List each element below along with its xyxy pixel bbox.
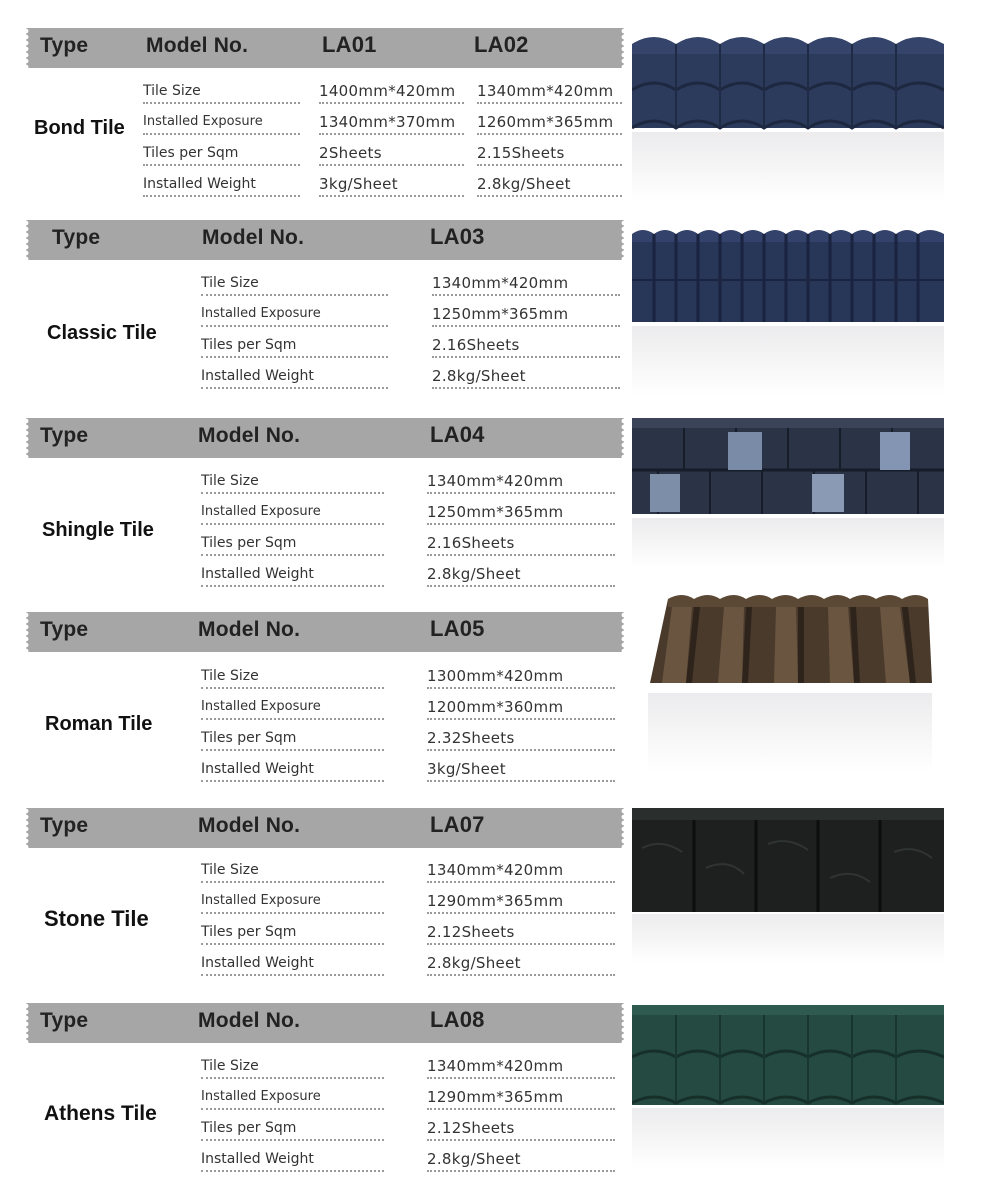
spec-label: Installed Exposure xyxy=(201,303,388,327)
spec-row xyxy=(0,952,630,983)
spec-label: Installed Weight xyxy=(201,758,384,782)
stone-tile-photo xyxy=(632,808,944,912)
spec-header xyxy=(26,808,624,848)
spec-value: 2.32Sheets xyxy=(427,727,615,751)
spec-label: Installed Exposure xyxy=(201,501,384,525)
model-no-label: Model No. xyxy=(198,814,301,837)
spec-label: Installed Weight xyxy=(201,563,384,587)
model-no-label: Model No. xyxy=(198,1009,301,1032)
spec-value: 1290mm*365mm xyxy=(427,1086,615,1110)
photo-reflection xyxy=(648,693,932,773)
type-label: Type xyxy=(40,618,89,641)
spec-label: Tiles per Sqm xyxy=(201,1117,384,1141)
photo-reflection xyxy=(632,518,944,568)
spec-label: Installed Exposure xyxy=(201,890,384,914)
spec-label: Tile Size xyxy=(201,272,388,296)
spec-value: 1400mm*420mm xyxy=(319,80,464,104)
tile-name: Shingle Tile xyxy=(42,519,154,541)
spec-value: 1340mm*420mm xyxy=(477,80,622,104)
spec-header xyxy=(26,612,624,652)
spec-header xyxy=(26,1003,624,1043)
model-no-label: Model No. xyxy=(198,618,301,641)
spec-value: 2.8kg/Sheet xyxy=(477,173,622,197)
spec-header xyxy=(26,220,624,260)
spec-value: 1340mm*420mm xyxy=(427,1055,615,1079)
model-code: LA04 xyxy=(430,422,485,447)
spec-row xyxy=(0,142,630,173)
spec-row xyxy=(0,890,630,921)
spec-label: Tile Size xyxy=(201,470,384,494)
spec-label: Installed Weight xyxy=(143,173,300,197)
spec-row xyxy=(0,1055,630,1086)
type-label: Type xyxy=(52,226,101,249)
spec-value: 2Sheets xyxy=(319,142,464,166)
tile-name: Athens Tile xyxy=(44,1102,157,1125)
spec-value: 2.12Sheets xyxy=(427,1117,615,1141)
spec-value: 2.16Sheets xyxy=(432,334,620,358)
spec-row xyxy=(0,470,630,501)
spec-label: Installed Exposure xyxy=(201,1086,384,1110)
spec-row xyxy=(0,1086,630,1117)
spec-value: 2.16Sheets xyxy=(427,532,615,556)
type-label: Type xyxy=(40,1009,89,1032)
model-no-label: Model No. xyxy=(198,424,301,447)
photo-reflection xyxy=(632,1108,944,1168)
spec-value: 1260mm*365mm xyxy=(477,111,622,135)
type-label: Type xyxy=(40,424,89,447)
spec-value: 2.8kg/Sheet xyxy=(432,365,620,389)
spec-label: Tiles per Sqm xyxy=(201,532,384,556)
spec-value: 2.8kg/Sheet xyxy=(427,563,615,587)
spec-label: Installed Exposure xyxy=(201,696,384,720)
spec-section-shingle-tile xyxy=(0,410,982,605)
spec-value: 1340mm*370mm xyxy=(319,111,464,135)
spec-value: 2.15Sheets xyxy=(477,142,622,166)
model-code: LA03 xyxy=(430,224,485,249)
spec-value: 1200mm*360mm xyxy=(427,696,615,720)
spec-label: Installed Weight xyxy=(201,952,384,976)
photo-reflection xyxy=(632,132,944,202)
model-code: LA08 xyxy=(430,1007,485,1032)
classic-tile-photo xyxy=(632,224,944,324)
tile-name: Classic Tile xyxy=(47,322,157,344)
spec-row xyxy=(0,173,630,204)
spec-value: 2.8kg/Sheet xyxy=(427,1148,615,1172)
spec-label: Tile Size xyxy=(201,859,384,883)
spec-row xyxy=(0,859,630,890)
spec-header xyxy=(26,418,624,458)
model-code: LA01 xyxy=(322,32,377,57)
spec-row xyxy=(0,272,630,303)
spec-row xyxy=(0,696,630,727)
type-label: Type xyxy=(40,34,89,57)
tile-name: Roman Tile xyxy=(45,713,153,735)
model-code: LA07 xyxy=(430,812,485,837)
tile-name: Bond Tile xyxy=(34,117,125,139)
model-no-label: Model No. xyxy=(202,226,305,249)
spec-row xyxy=(0,80,630,111)
model-no-label: Model No. xyxy=(146,34,249,57)
spec-row xyxy=(0,303,630,334)
spec-value: 1340mm*420mm xyxy=(427,470,615,494)
spec-section-bond-tile xyxy=(0,0,982,210)
photo-reflection xyxy=(632,914,944,964)
spec-row xyxy=(0,334,630,365)
spec-label: Tiles per Sqm xyxy=(201,334,388,358)
spec-section-stone-tile xyxy=(0,800,982,1000)
spec-row xyxy=(0,1148,630,1179)
model-code: LA02 xyxy=(474,32,529,57)
spec-section-classic-tile xyxy=(0,210,982,410)
spec-value: 2.8kg/Sheet xyxy=(427,952,615,976)
spec-row xyxy=(0,563,630,594)
photo-reflection xyxy=(632,326,944,396)
tile-name: Stone Tile xyxy=(44,906,149,931)
spec-value: 1250mm*365mm xyxy=(432,303,620,327)
spec-row xyxy=(0,1117,630,1148)
spec-value: 1340mm*420mm xyxy=(427,859,615,883)
spec-label: Installed Weight xyxy=(201,365,388,389)
spec-row xyxy=(0,921,630,952)
spec-value: 2.12Sheets xyxy=(427,921,615,945)
spec-value: 1250mm*365mm xyxy=(427,501,615,525)
spec-label: Tiles per Sqm xyxy=(201,921,384,945)
type-label: Type xyxy=(40,814,89,837)
shingle-tile-photo xyxy=(632,418,944,516)
spec-label: Installed Weight xyxy=(201,1148,384,1172)
spec-value: 1340mm*420mm xyxy=(432,272,620,296)
spec-label: Tile Size xyxy=(201,1055,384,1079)
roman-tile-photo xyxy=(632,593,944,693)
spec-section-athens-tile xyxy=(0,1000,982,1200)
spec-row xyxy=(0,727,630,758)
spec-header xyxy=(26,28,624,68)
model-code: LA05 xyxy=(430,616,485,641)
spec-label: Tile Size xyxy=(143,80,300,104)
spec-label: Tile Size xyxy=(201,665,384,689)
spec-row xyxy=(0,532,630,563)
spec-row xyxy=(0,365,630,396)
spec-row xyxy=(0,665,630,696)
spec-label: Tiles per Sqm xyxy=(143,142,300,166)
spec-row xyxy=(0,111,630,142)
spec-value: 3kg/Sheet xyxy=(319,173,464,197)
athens-tile-photo xyxy=(632,1005,944,1105)
spec-value: 1290mm*365mm xyxy=(427,890,615,914)
spec-row xyxy=(0,501,630,532)
spec-row xyxy=(0,758,630,789)
bond-tile-photo xyxy=(632,30,944,130)
spec-section-roman-tile xyxy=(0,605,982,800)
spec-label: Tiles per Sqm xyxy=(201,727,384,751)
spec-value: 3kg/Sheet xyxy=(427,758,615,782)
spec-value: 1300mm*420mm xyxy=(427,665,615,689)
spec-label: Installed Exposure xyxy=(143,111,300,135)
